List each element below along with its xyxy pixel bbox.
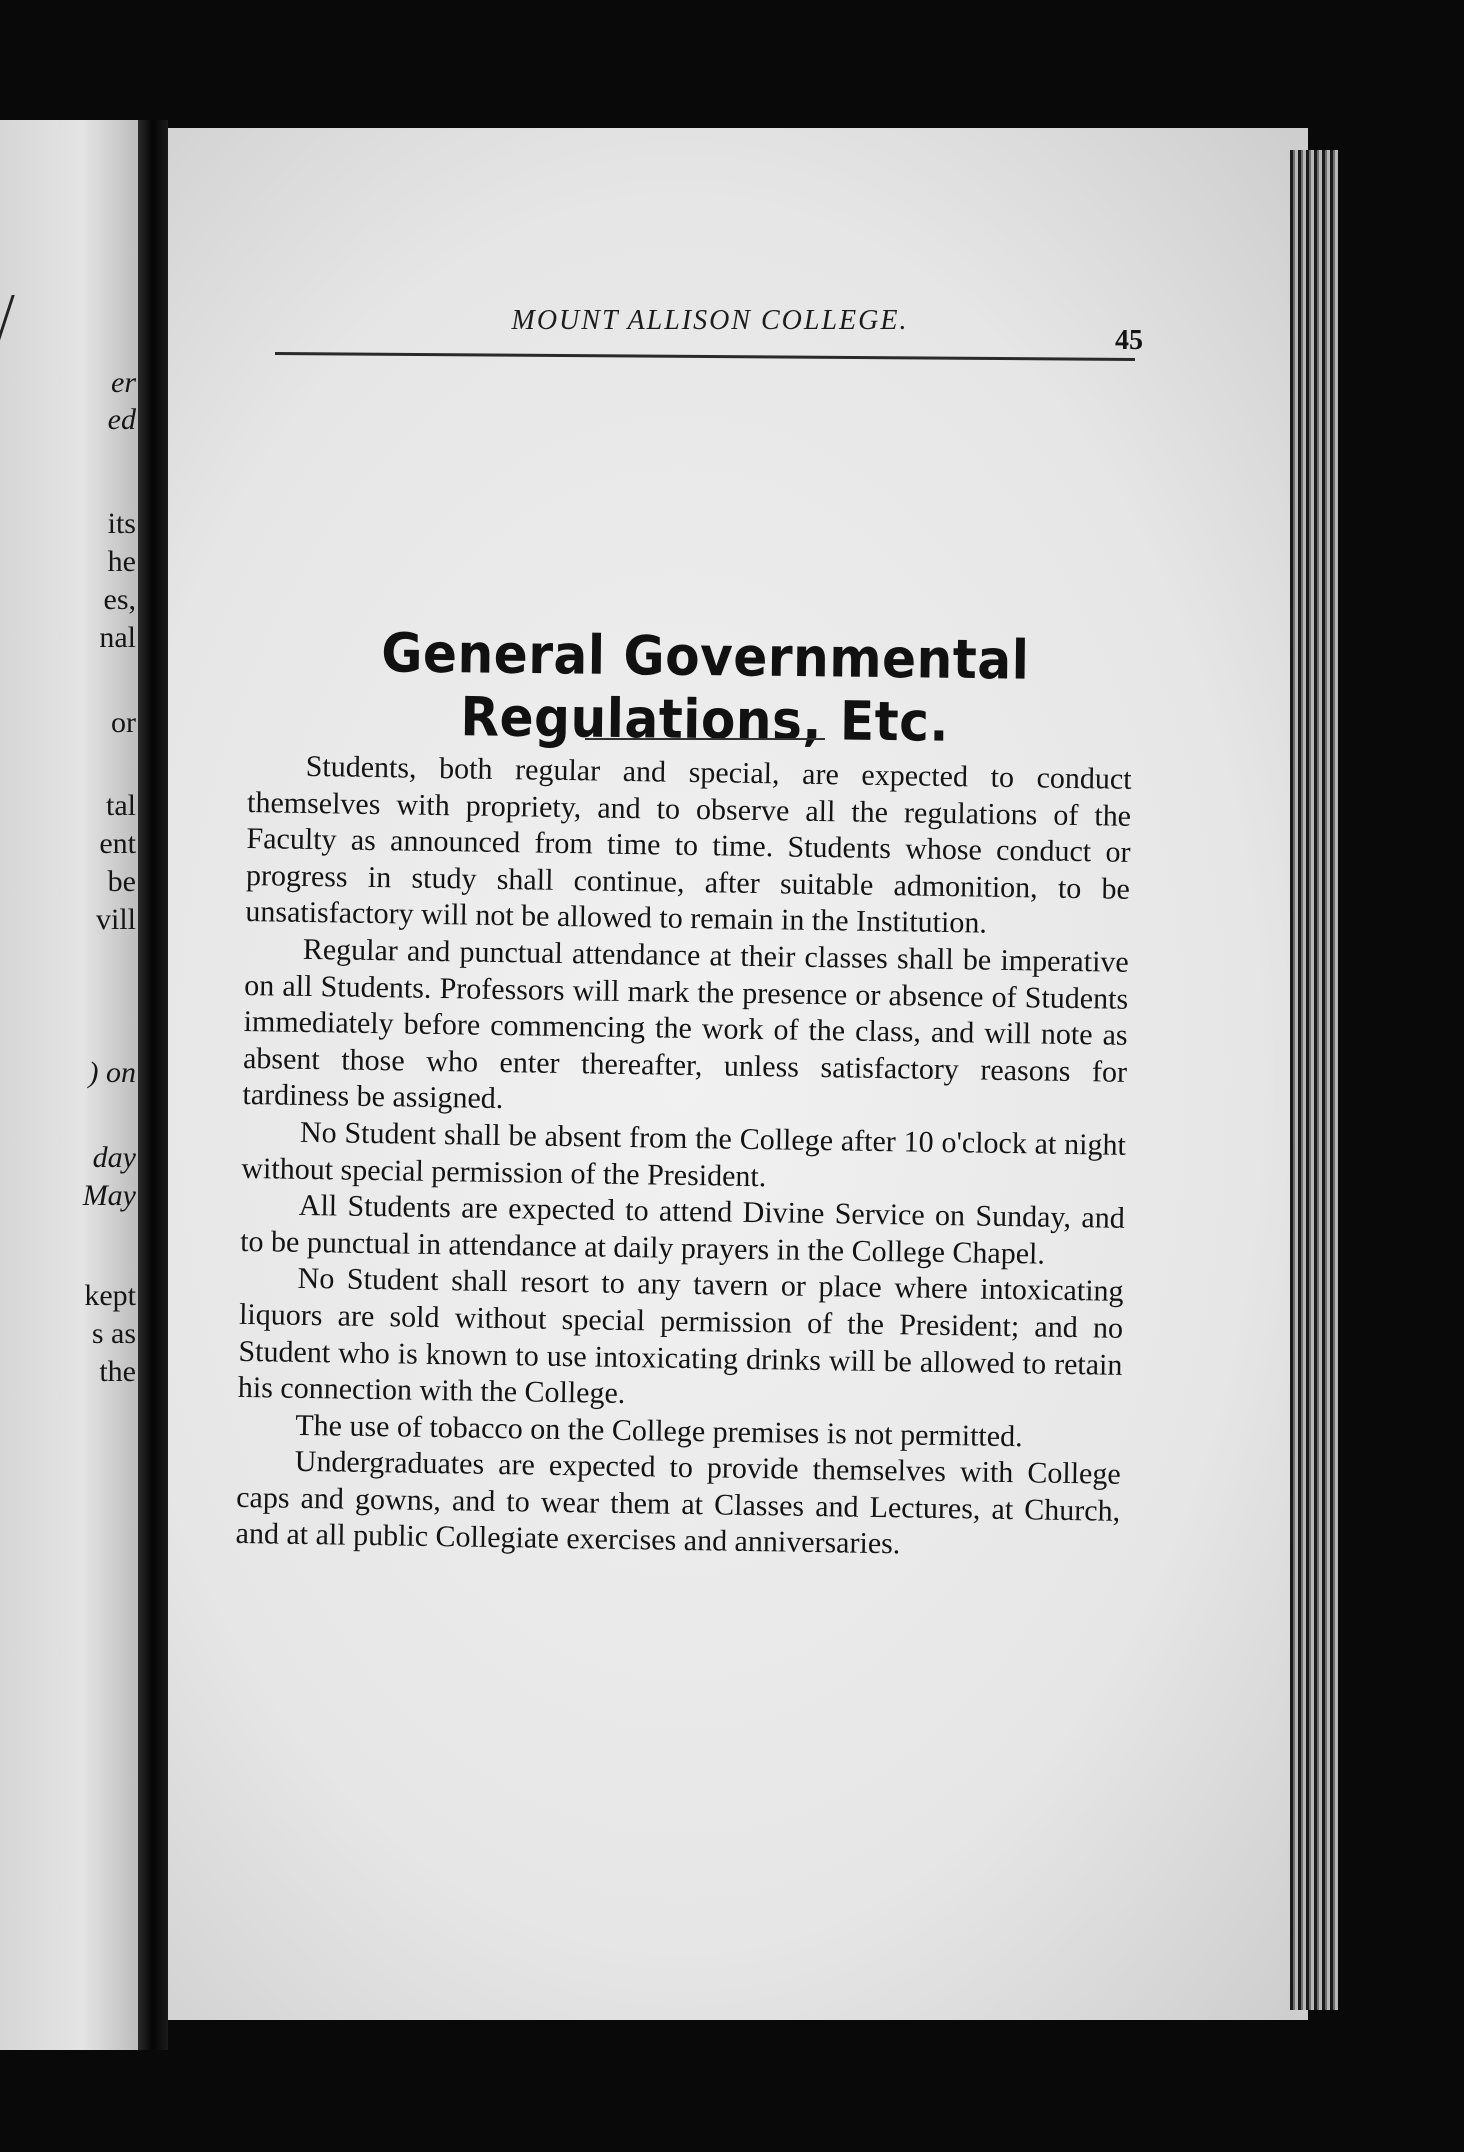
left-fragment: vill [95, 903, 136, 936]
edge-mark [0, 295, 31, 355]
page-title: General Governmental Regulations, Etc. [380, 621, 1030, 754]
left-fragment: nal [99, 621, 136, 654]
left-fragment: tal [106, 789, 136, 822]
paragraph: The use of tobacco on the College premises is not permitted. [295, 1408, 1023, 1453]
left-fragment: its [107, 507, 136, 540]
left-fragment: er [111, 366, 136, 399]
paragraph: No Student shall be absent from the College after 10 o'clock at night without special permission of the President. [241, 1115, 1127, 1193]
left-fragment: kept [84, 1279, 136, 1312]
paragraph: Undergraduates are expected to provide themselves with College caps and gowns, and to wear them at Classes and Lectures, at Church, and at all public Collegiate exercises and anniversaries. [235, 1445, 1121, 1561]
left-fragment: May [82, 1179, 136, 1212]
left-fragment: ed [107, 403, 136, 436]
left-fragment: ) on [88, 1056, 136, 1089]
body-text [235, 748, 1132, 1567]
book-gutter [138, 120, 168, 2050]
left-fragment: the [99, 1355, 136, 1388]
paragraph: Regular and punctual attendance at their classes shall be imperative on all Students. Professors will mark the presence or absence of Students immediately before commencing the work of the class, and will note as absent those who enter thereafter, unless satisfactory reasons for tardiness be assigned. [242, 932, 1130, 1116]
paragraph: No Student shall resort to any tavern or place where intoxicating liquors are sold without special permission of the President; and no Student who is known to use intoxicating drinks will be allowed to retain his connection with the College. [237, 1262, 1124, 1411]
paragraph: Students, both regular and special, are expected to conduct themselves with propriety, and to observe all the regulations of the Faculty as announced from time to time. Students whose conduct or progress in study shall continue, after suitable admonition, to be unsatisfactory will not be allowed to remain in the Institution. [245, 749, 1132, 941]
left-fragment: be [107, 865, 136, 898]
title-rule [585, 738, 825, 740]
left-fragment: day [92, 1141, 136, 1174]
running-head: MOUNT ALLISON COLLEGE. [511, 305, 909, 336]
left-fragment: he [107, 545, 136, 578]
page-number: 45 [1115, 325, 1143, 356]
left-fragment: or [111, 706, 136, 739]
left-fragment: s as [91, 1317, 136, 1350]
paragraph: All Students are expected to attend Divine Service on Sunday, and to be punctual in attendance at daily prayers in the College Chapel. [239, 1188, 1125, 1271]
left-page [0, 120, 138, 2050]
left-fragment: es, [103, 583, 136, 616]
page-edges [1290, 150, 1338, 2010]
left-fragment: ent [99, 827, 136, 860]
